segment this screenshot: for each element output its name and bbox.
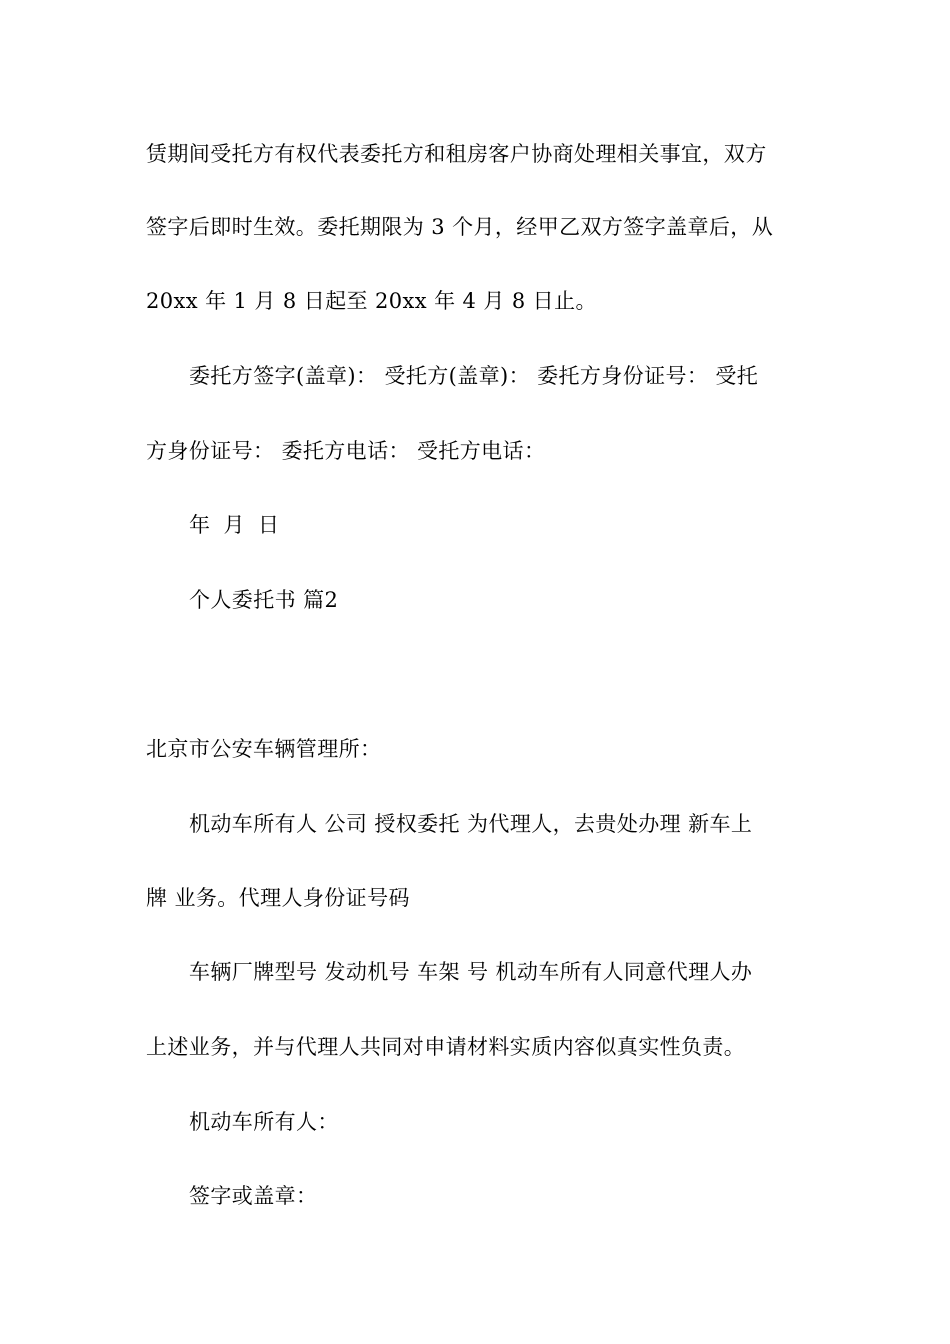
authorization-line-2: 牌 业务。代理人身份证号码: [146, 886, 410, 910]
vehicle-info-line-2: 上述业务，并与代理人共同对申请材料实质内容似真实性负责。: [146, 1035, 746, 1059]
paragraph-line-1: 赁期间受托方有权代表委托方和租房客户协商处理相关事宜，双方: [146, 142, 767, 166]
section-title: 个人委托书 篇2: [189, 588, 339, 612]
authorization-line-1: 机动车所有人 公司 授权委托 为代理人，去贵处办理 新车上: [189, 812, 753, 836]
signature-or-seal-label: 签字或盖章：: [189, 1184, 318, 1208]
signature-line-1: 委托方签字(盖章)： 受托方(盖章)： 委托方身份证号： 受托: [189, 364, 759, 388]
addressee-line: 北京市公安车辆管理所：: [146, 737, 382, 761]
paragraph-line-3: 20xx 年 1 月 8 日起至 20xx 年 4 月 8 日止。: [146, 289, 597, 313]
paragraph-line-2: 签字后即时生效。委托期限为 3 个月，经甲乙双方签字盖章后，从: [146, 215, 774, 239]
signature-line-2: 方身份证号： 委托方电话： 受托方电话：: [146, 439, 546, 463]
date-line: 年 月 日: [189, 513, 280, 537]
vehicle-info-line-1: 车辆厂牌型号 发动机号 车架 号 机动车所有人同意代理人办: [189, 960, 753, 984]
owner-label: 机动车所有人：: [189, 1110, 339, 1134]
